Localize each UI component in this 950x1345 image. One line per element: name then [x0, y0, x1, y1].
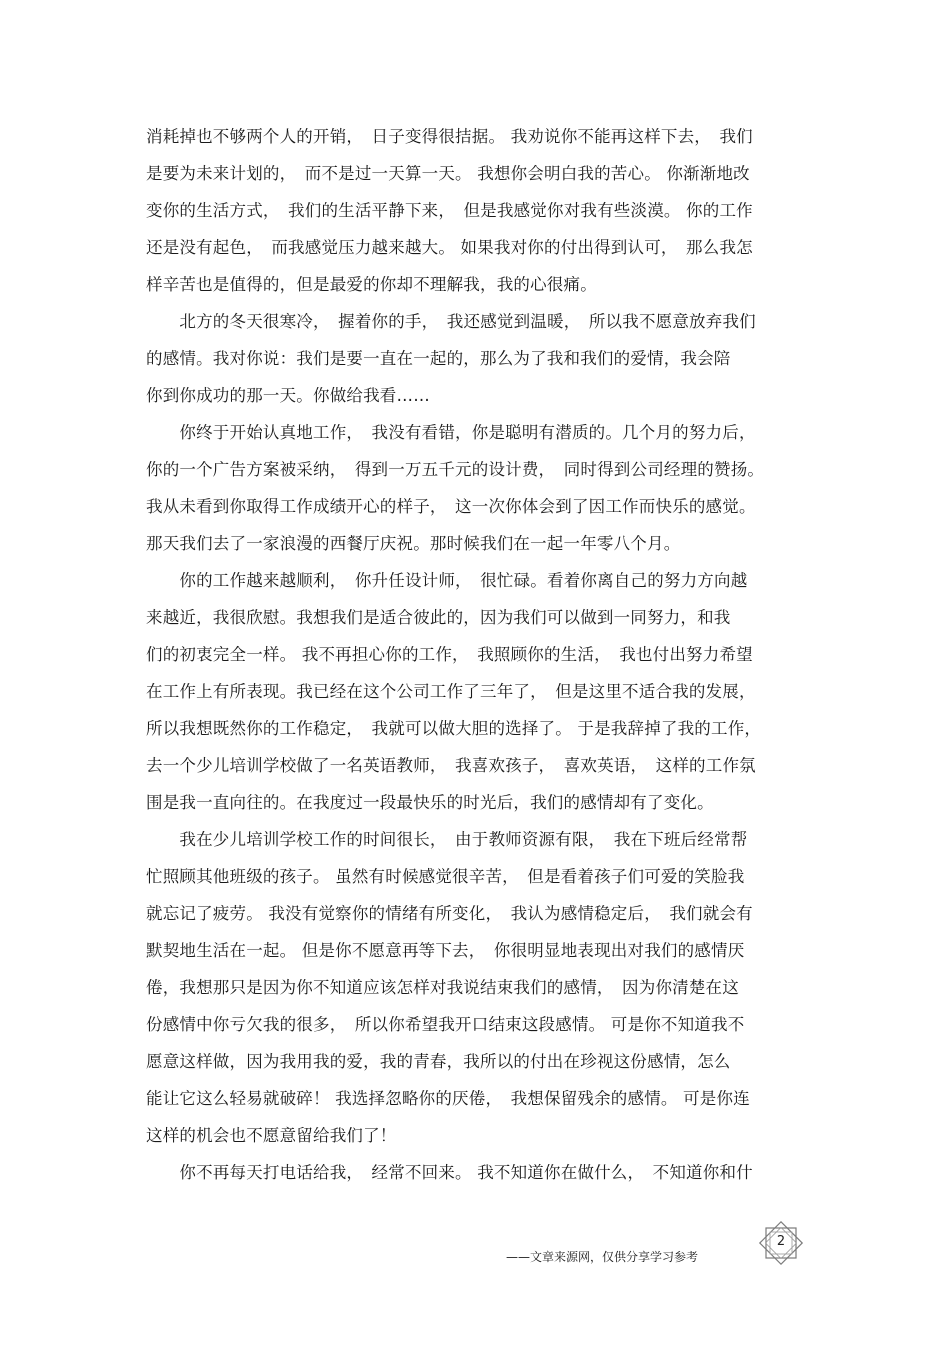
page-number-badge: [756, 1218, 806, 1268]
text-line-29: 你不再每天打电话给我， 经常不回来。 我不知道你在做什么， 不知道你和什: [146, 1163, 753, 1182]
text-line-27: 能让它这么轻易就破碎！ 我选择忽略你的厌倦， 我想保留残余的感情。 可是你连: [146, 1089, 750, 1108]
text-line-2: 是要为未来计划的， 而不是过一天算一天。 我想你会明白我的苦心。 你渐渐地改: [146, 164, 750, 183]
text-line-15: 们的初衷完全一样。 我不再担心你的工作， 我照顾你的生活， 我也付出努力希望: [146, 645, 753, 664]
text-line-20: 我在少儿培训学校工作的时间很长， 由于教师资源有限， 我在下班后经常帮: [146, 830, 748, 849]
text-line-9: 你终于开始认真地工作， 我没有看错，你是聪明有潜质的。几个月的努力后，: [146, 423, 756, 442]
text-line-12: 那天我们去了一家浪漫的西餐厅庆祝。那时候我们在一起一年零八个月。: [146, 534, 681, 553]
text-line-26: 愿意这样做，因为我用我的爱，我的青春，我所以的付出在珍视这份感情，怎么: [146, 1052, 731, 1071]
text-line-6: 北方的冬天很寒冷， 握着你的手， 我还感觉到温暖， 所以我不愿意放弃我们: [146, 312, 756, 331]
text-line-16: 在工作上有所表现。我已经在这个公司工作了三年了， 但是这里不适合我的发展，: [146, 682, 756, 701]
text-line-21: 忙照顾其他班级的孩子。 虽然有时候感觉很辛苦， 但是看着孩子们可爱的笑脸我: [146, 867, 745, 886]
text-line-4: 还是没有起色， 而我感觉压力越来越大。 如果我对你的付出得到认可， 那么我怎: [146, 238, 753, 257]
page-number: 2: [776, 1234, 786, 1249]
text-line-1: 消耗掉也不够两个人的开销， 日子变得很拮据。 我劝说你不能再这样下去， 我们: [146, 127, 753, 146]
text-line-17: 所以我想既然你的工作稳定， 我就可以做大胆的选择了。 于是我辞掉了我的工作，: [146, 719, 762, 738]
text-line-24: 倦，我想那只是因为你不知道应该怎样对我说结束我们的感情， 因为你清楚在这: [146, 978, 739, 997]
text-line-19: 围是我一直向往的。在我度过一段最快乐的时光后，我们的感情却有了变化。: [146, 793, 714, 812]
text-line-23: 默契地生活在一起。 但是你不愿意再等下去， 你很明显地表现出对我们的感情厌: [146, 941, 745, 960]
text-line-10: 你的一个广告方案被采纳， 得到一万五千元的设计费， 同时得到公司经理的赞扬。: [146, 460, 765, 479]
text-line-25: 份感情中你亏欠我的很多， 所以你希望我开口结束这段感情。 可是你不知道我不: [146, 1015, 745, 1034]
text-line-8: 你到你成功的那一天。你做给我看……: [146, 386, 430, 405]
text-line-13: 你的工作越来越顺利， 你升任设计师， 很忙碌。看着你离自己的努力方向越: [146, 571, 748, 590]
text-line-5: 样辛苦也是值得的，但是最爱的你却不理解我，我的心很痛。: [146, 275, 597, 294]
text-line-3: 变你的生活方式， 我们的生活平静下来， 但是我感觉你对我有些淡漠。 你的工作: [146, 201, 753, 220]
text-line-28: 这样的机会也不愿意留给我们了！: [146, 1126, 397, 1145]
text-line-7: 的感情。我对你说：我们是要一直在一起的，那么为了我和我们的爱情，我会陪: [146, 349, 731, 368]
text-line-11: 我从未看到你取得工作成绩开心的样子， 这一次你体会到了因工作而快乐的感觉。: [146, 497, 756, 516]
text-line-22: 就忘记了疲劳。 我没有觉察你的情绪有所变化， 我认为感情稳定后， 我们就会有: [146, 904, 753, 923]
text-line-14: 来越近，我很欣慰。我想我们是适合彼此的，因为我们可以做到一同努力，和我: [146, 608, 731, 627]
footer-source-note: ——文章来源网，仅供分享学习参考: [506, 1250, 699, 1264]
text-line-18: 去一个少儿培训学校做了一名英语教师， 我喜欢孩子， 喜欢英语， 这样的工作氛: [146, 756, 756, 775]
document-body: [146, 118, 814, 1191]
